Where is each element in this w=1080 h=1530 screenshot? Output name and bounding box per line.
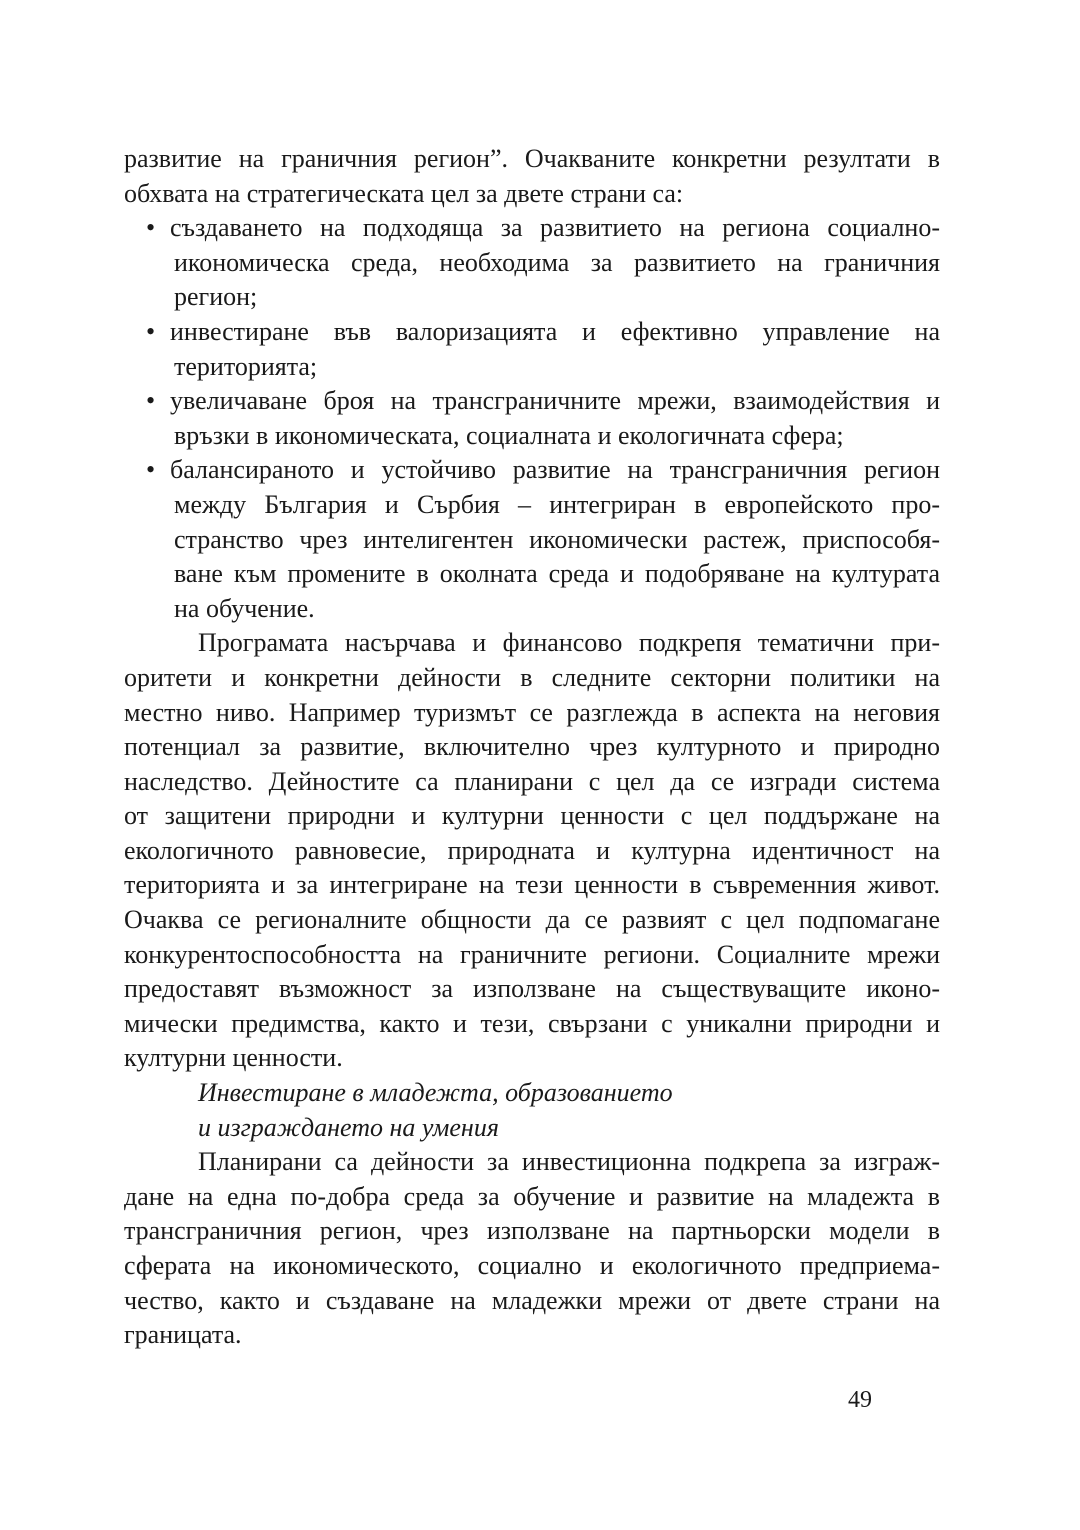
paragraph-line: Планирани са дейности за инвестиционна подкрепа за изграж- [198, 1147, 940, 1177]
paragraph-line: мически предимства, както и тези, свързани с уникални природни и [124, 1008, 940, 1038]
paragraph-line: предоставят възможност за използване на съществуващите иконо- [124, 974, 940, 1004]
bullet-text: икономическа среда, необходима за развитието на граничния [174, 247, 940, 277]
paragraph-line: от защитени природни и културни ценности с цел поддържане на [124, 801, 940, 831]
paragraph-line: трансграничния регион, чрез използване на партньорски модели в [124, 1216, 940, 1246]
section-subheading: и изграждането на умения [198, 1112, 499, 1142]
bullet-marker: • [146, 386, 156, 416]
bullet-text: увеличаване броя на трансграничните мрежи, взаимодействия и [170, 386, 940, 416]
section-subheading: Инвестиране в младежта, образованието [198, 1078, 673, 1108]
intro-line: развитие на граничния регион”. Очакваните конкретни резултати в [124, 144, 940, 173]
paragraph-line: територията и за интегриране на тези ценности в съвременния живот. [124, 870, 940, 900]
bullet-text: балансираното и устойчиво развитие на трансграничния регион [170, 455, 940, 485]
paragraph-line: чество, както и създаване на младежки мрежи от двете страни на [124, 1285, 940, 1315]
bullet-marker: • [146, 455, 156, 485]
paragraph-line: потенциал за развитие, включително чрез културното и природно [124, 732, 940, 762]
paragraph-line: конкурентоспособността на граничните региони. Социалните мрежи [124, 939, 940, 969]
bullet-item [124, 211, 940, 246]
bullet-text: ване към промените в околната среда и подобряване на културата [174, 559, 940, 589]
bullet-text: територията; [174, 351, 318, 381]
page-body [124, 142, 940, 1353]
bullet-marker: • [146, 316, 156, 346]
paragraph-line: местно ниво. Например туризмът се разглежда в аспекта на неговия [124, 697, 940, 727]
paragraph-line: оритети и конкретни дейности в следните секторни политики на [124, 662, 940, 692]
paragraph-line: наследство. Дейностите са планирани с цел да се изгради система [124, 766, 940, 796]
paragraph-line: Програмата насърчава и финансово подкрепя тематични при- [198, 628, 940, 658]
bullet-item [124, 384, 940, 419]
bullet-text: създаването на подходяща за развитието на региона социално- [170, 213, 940, 243]
bullet-text: връзки в икономическата, социалната и екологичната сфера; [174, 420, 844, 450]
paragraph-line: екологичното равновесие, природната и културна идентичност на [124, 835, 940, 865]
bullet-text: странство чрез интелигентен икономически растеж, приспособя- [174, 524, 940, 554]
bullet-item [124, 453, 940, 488]
bullet-text: инвестиране във валоризацията и ефективно управление на [170, 316, 940, 346]
paragraph-line: дане на една по-добра среда за обучение и развитие на младежта в [124, 1181, 940, 1211]
bullet-item [124, 315, 940, 350]
paragraph-line: Очаква се регионалните общности да се развият с цел подпомагане [124, 905, 940, 935]
page-number: 49 [848, 1387, 872, 1413]
paragraph-line: сферата на икономическото, социално и екологичното предприема- [124, 1251, 940, 1280]
bullet-text: между България и Сърбия – интегриран в европейското про- [174, 489, 940, 519]
paragraph-line: границата. [124, 1320, 242, 1350]
bullet-text: на обучение. [174, 593, 315, 623]
paragraph-line: културни ценности. [124, 1043, 343, 1073]
bullet-marker: • [146, 213, 156, 243]
bullet-text: регион; [174, 282, 258, 312]
intro-line: обхвата на стратегическата цел за двете страни са: [124, 178, 684, 208]
